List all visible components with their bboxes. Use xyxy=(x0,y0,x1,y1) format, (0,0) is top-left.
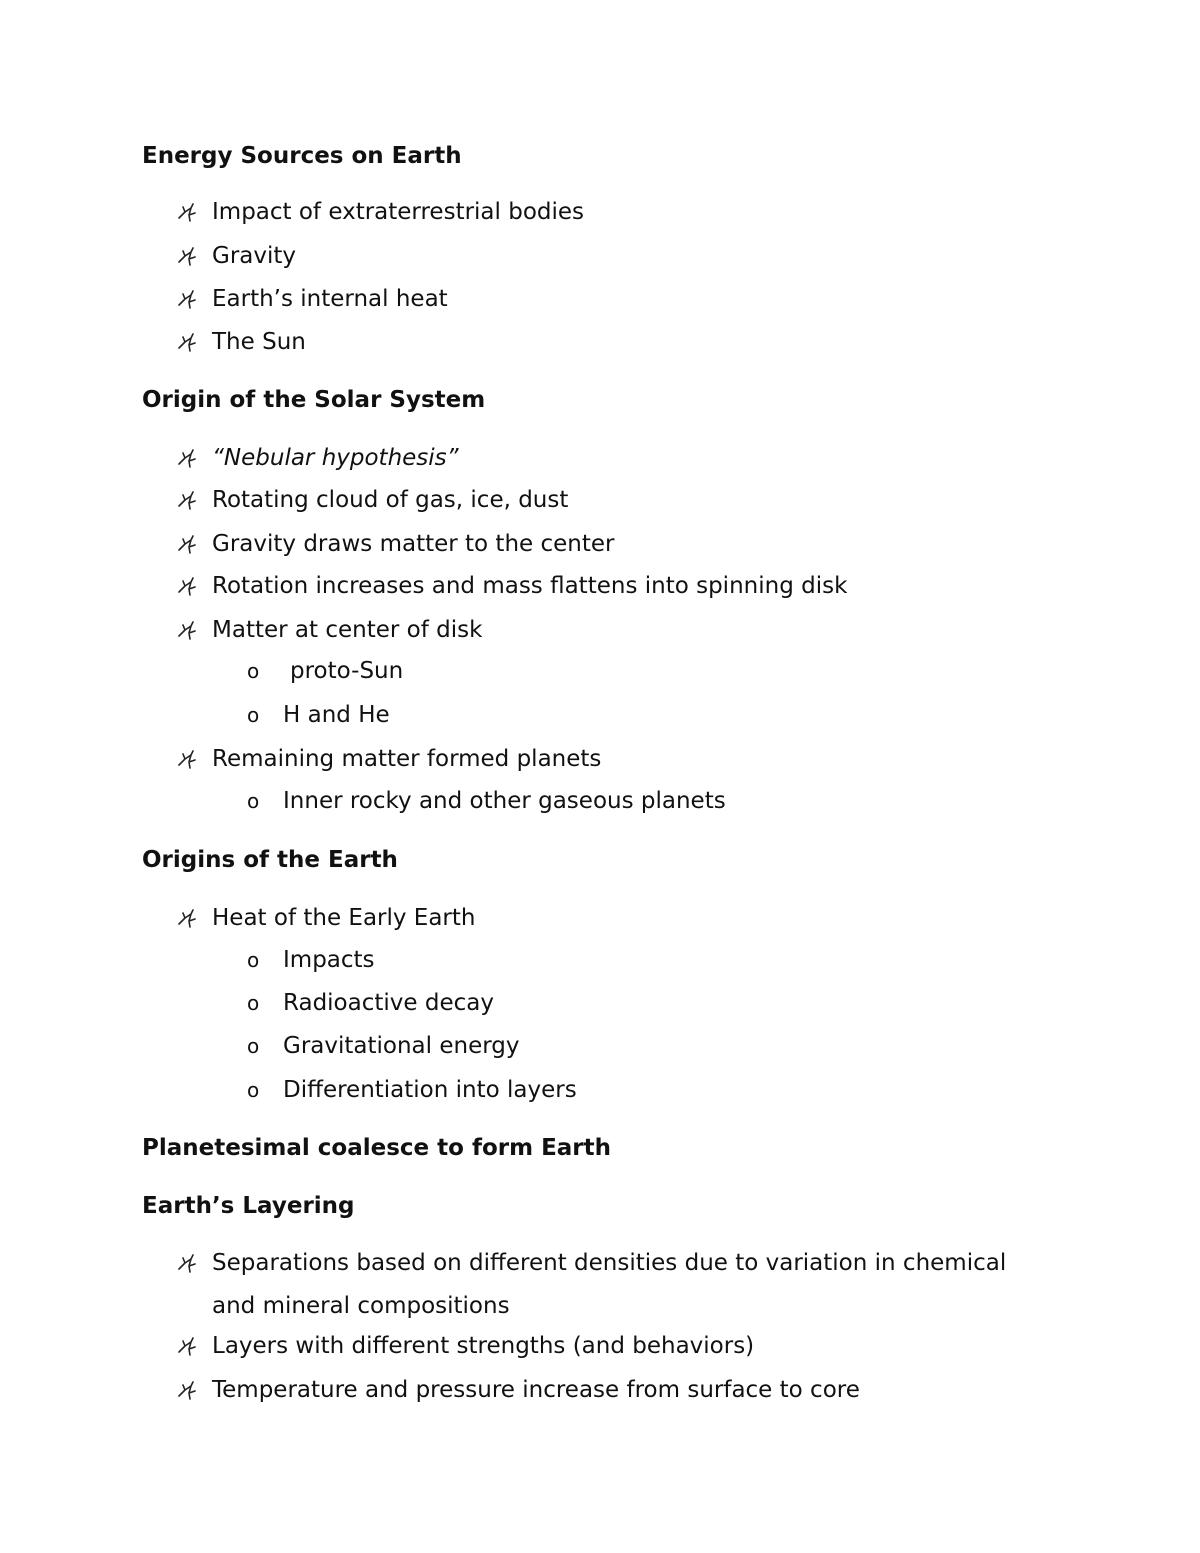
sub-list-item xyxy=(247,700,390,730)
list-item xyxy=(176,615,1036,645)
arrow-bolt-bullet-icon xyxy=(176,907,198,929)
section-heading-origins-earth: Origins of the Earth xyxy=(142,847,398,873)
sub-list-item xyxy=(247,945,375,975)
list-item-text: Heat of the Early Earth xyxy=(212,905,476,931)
circle-bullet-icon: o xyxy=(247,1034,260,1058)
list-item-text: Gravity draws matter to the center xyxy=(212,531,615,557)
list-item xyxy=(176,529,1036,559)
list-item-text: “Nebular hypothesis” xyxy=(212,445,459,471)
arrow-bolt-bullet-icon xyxy=(176,575,198,597)
arrow-bolt-bullet-icon xyxy=(176,331,198,353)
sub-list-item-text: Inner rocky and other gaseous planets xyxy=(283,788,726,814)
sub-list-item xyxy=(247,988,494,1018)
circle-bullet-icon: o xyxy=(247,1078,260,1102)
sub-list-item-text: Gravitational energy xyxy=(283,1033,520,1059)
arrow-bolt-bullet-icon xyxy=(176,533,198,555)
sub-list-item-text: Radioactive decay xyxy=(283,990,494,1016)
list-item-text: The Sun xyxy=(212,329,306,355)
list-item-text: Remaining matter formed planets xyxy=(212,746,602,772)
arrow-bolt-bullet-icon xyxy=(176,1379,198,1401)
sub-list-item xyxy=(247,656,403,686)
list-item xyxy=(176,744,1036,774)
list-item xyxy=(176,485,1036,515)
list-item xyxy=(176,241,1036,271)
list-item-text: Earth’s internal heat xyxy=(212,286,448,312)
sub-list-item-text: proto-Sun xyxy=(290,658,404,684)
list-item xyxy=(176,1375,1036,1405)
arrow-bolt-bullet-icon xyxy=(176,288,198,310)
circle-bullet-icon: o xyxy=(247,948,260,972)
list-item-text: Rotating cloud of gas, ice, dust xyxy=(212,487,569,513)
list-item xyxy=(176,443,1036,473)
section-heading-planetesimal: Planetesimal coalesce to form Earth xyxy=(142,1135,612,1161)
list-item xyxy=(176,1248,1036,1328)
arrow-bolt-bullet-icon xyxy=(176,489,198,511)
section-heading-energy-sources: Energy Sources on Earth xyxy=(142,143,462,169)
circle-bullet-icon: o xyxy=(247,991,260,1015)
arrow-bolt-bullet-icon xyxy=(176,245,198,267)
sub-list-item-text: Impacts xyxy=(283,947,375,973)
circle-bullet-icon: o xyxy=(247,659,260,683)
list-item-text: Gravity xyxy=(212,243,297,269)
arrow-bolt-bullet-icon xyxy=(176,201,198,223)
list-item xyxy=(176,197,1036,227)
sub-list-item-text: Differentiation into layers xyxy=(283,1077,577,1103)
list-item-text: Rotation increases and mass flattens into spinning disk xyxy=(212,573,848,599)
arrow-bolt-bullet-icon xyxy=(176,748,198,770)
list-item-text: Temperature and pressure increase from surface to core xyxy=(212,1377,860,1403)
list-item xyxy=(176,284,1036,314)
list-item-text: Separations based on different densities due to variation in chemical and mineral compositions xyxy=(212,1250,1007,1319)
circle-bullet-icon: o xyxy=(247,789,260,813)
list-item xyxy=(176,571,1036,601)
arrow-bolt-bullet-icon xyxy=(176,1335,198,1357)
list-item xyxy=(176,327,1036,357)
arrow-bolt-bullet-icon xyxy=(176,1252,198,1274)
sub-list-item xyxy=(247,1031,519,1061)
list-item xyxy=(176,1331,1036,1361)
list-item xyxy=(176,903,1036,933)
list-item-text: Impact of extraterrestrial bodies xyxy=(212,199,585,225)
arrow-bolt-bullet-icon xyxy=(176,619,198,641)
list-item-text: Layers with different strengths (and behaviors) xyxy=(212,1333,755,1359)
sub-list-item xyxy=(247,786,726,816)
circle-bullet-icon: o xyxy=(247,703,260,727)
sub-list-item xyxy=(247,1075,577,1105)
list-item-text: Matter at center of disk xyxy=(212,617,483,643)
arrow-bolt-bullet-icon xyxy=(176,447,198,469)
sub-list-item-text: H and He xyxy=(283,702,390,728)
section-heading-earths-layering: Earth’s Layering xyxy=(142,1193,355,1219)
section-heading-solar-system: Origin of the Solar System xyxy=(142,387,486,413)
